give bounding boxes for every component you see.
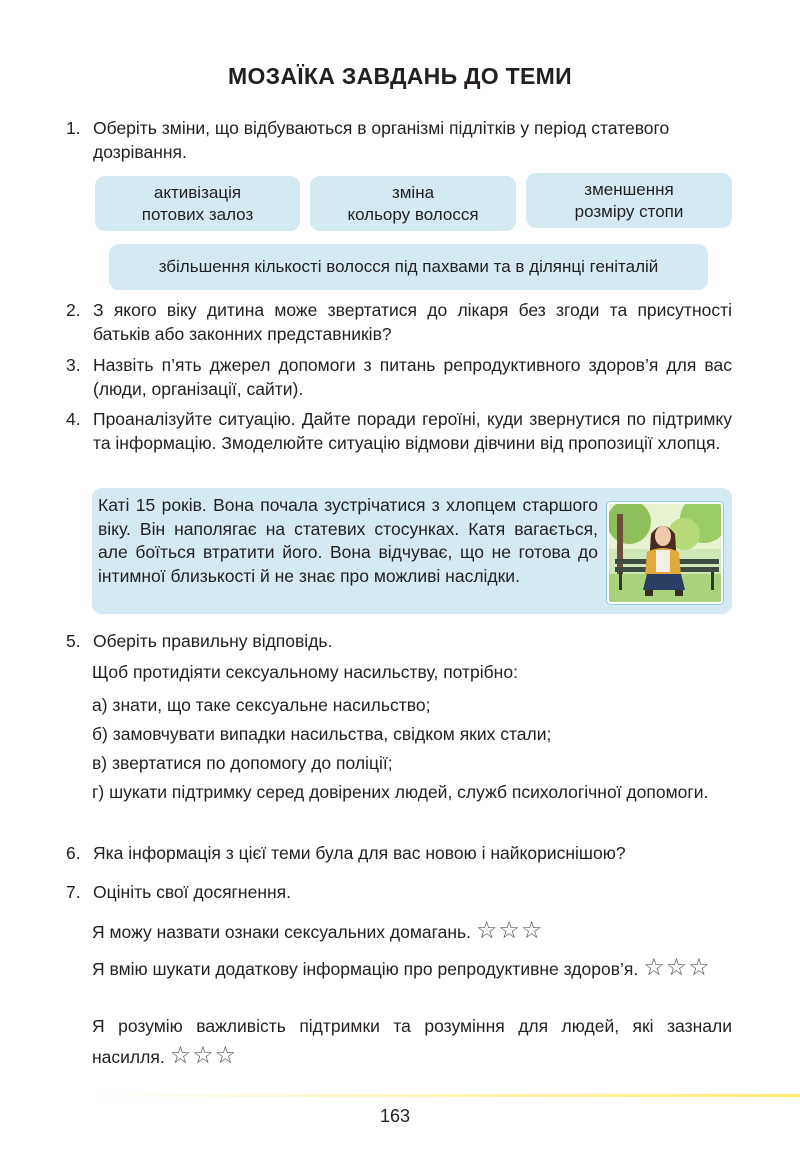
option-line: кольору волосся (347, 204, 479, 224)
answer-option[interactable]: а) знати, що таке сексуальне насильство; (92, 695, 431, 715)
question-number: 5. (66, 631, 81, 651)
star-outline-icon[interactable]: ☆☆☆ (475, 916, 544, 944)
question-2 (66, 298, 732, 346)
question-number: 4. (66, 409, 81, 429)
star-outline-icon[interactable]: ☆☆☆ (169, 1041, 238, 1069)
page-title: МОЗАЇКА ЗАВДАНЬ ДО ТЕМИ (228, 63, 572, 89)
question-number: 2. (66, 300, 81, 320)
question-4 (66, 407, 732, 455)
self-assessment-item (92, 915, 732, 947)
question-7 (66, 880, 732, 904)
question-number: 1. (66, 118, 81, 138)
girl-on-bench-illustration (609, 504, 721, 602)
answer-option[interactable]: г) шукати підтримку серед довірених людей, служб психологічної допомоги. (92, 782, 709, 802)
option-line: потових залоз (141, 204, 254, 224)
scenario-box (92, 488, 732, 614)
question-number: 3. (66, 355, 81, 375)
question-text: Оцініть свої досягнення. (93, 882, 291, 902)
answer-option[interactable]: в) звертатися по допомогу до поліції; (92, 753, 393, 773)
question-text: Назвіть п’ять джерел допомоги з питань репродуктивного здоров’я для вас (люди, організації, сайти). (93, 355, 732, 399)
question-prompt: Щоб протидіяти сексуальному насильству, потрібно: (92, 662, 518, 682)
question-text: Проаналізуйте ситуацію. Дайте поради героїні, куди звернутися по підтримку та інформацію. Змоделюйте ситуацію відмови дівчини від пропозиції хлопця. (93, 409, 732, 453)
question-3 (66, 353, 732, 401)
self-assessment-text: Я розумію важливість підтримки та розуміння для людей, які зазнали насилля. (92, 1016, 732, 1067)
option-line: збільшення кількості волосся під пахвами та в ділянці геніталій (158, 257, 659, 276)
option-chip[interactable] (310, 176, 516, 231)
question-number: 6. (66, 843, 81, 863)
self-assessment-text: Я вмію шукати додаткову інформацію про репродуктивне здоров’я. (92, 959, 639, 979)
question-text: Яка інформація з цієї теми була для вас новою і найкориснішою? (93, 843, 626, 863)
question-text: Оберіть зміни, що відбуваються в організмі підлітків у період статевого дозрівання. (93, 118, 670, 162)
option-line: активізація (153, 182, 242, 202)
question-1 (66, 116, 732, 164)
option-line: розміру стопи (574, 201, 684, 221)
star-outline-icon[interactable]: ☆☆☆ (643, 953, 711, 981)
option-line: зміна (391, 182, 435, 202)
question-number: 7. (66, 882, 81, 902)
answer-option[interactable]: б) замовчувати випадки насильства, свідком яких стали; (92, 724, 552, 744)
scenario-illustration (607, 502, 723, 604)
option-chip[interactable] (95, 176, 300, 231)
option-chip[interactable] (526, 173, 732, 228)
page-number: 163 (379, 1106, 411, 1126)
question-5 (66, 629, 732, 653)
footer-divider (90, 1094, 800, 1097)
self-assessment-item (92, 1012, 732, 1072)
scenario-text: Каті 15 років. Вона почала зустрічатися з хлопцем старшого віку. Він наполягає на статевих стосунках. Катя вагається, але боїться втратити його. Вона відчуває, що не готова до інтимної близькості й не знає про можливі наслідки. (98, 495, 598, 586)
self-assessment-text: Я можу назвати ознаки сексуальних домагань. (92, 922, 471, 942)
question-text: Оберіть правильну відповідь. (93, 631, 333, 651)
option-line: зменшення (584, 179, 674, 199)
question-text: З якого віку дитина може звертатися до лікаря без згоди та присутності батьків або законних представників? (93, 300, 732, 344)
question-6 (66, 841, 732, 865)
self-assessment-item (92, 953, 732, 984)
option-chip[interactable] (109, 244, 708, 290)
